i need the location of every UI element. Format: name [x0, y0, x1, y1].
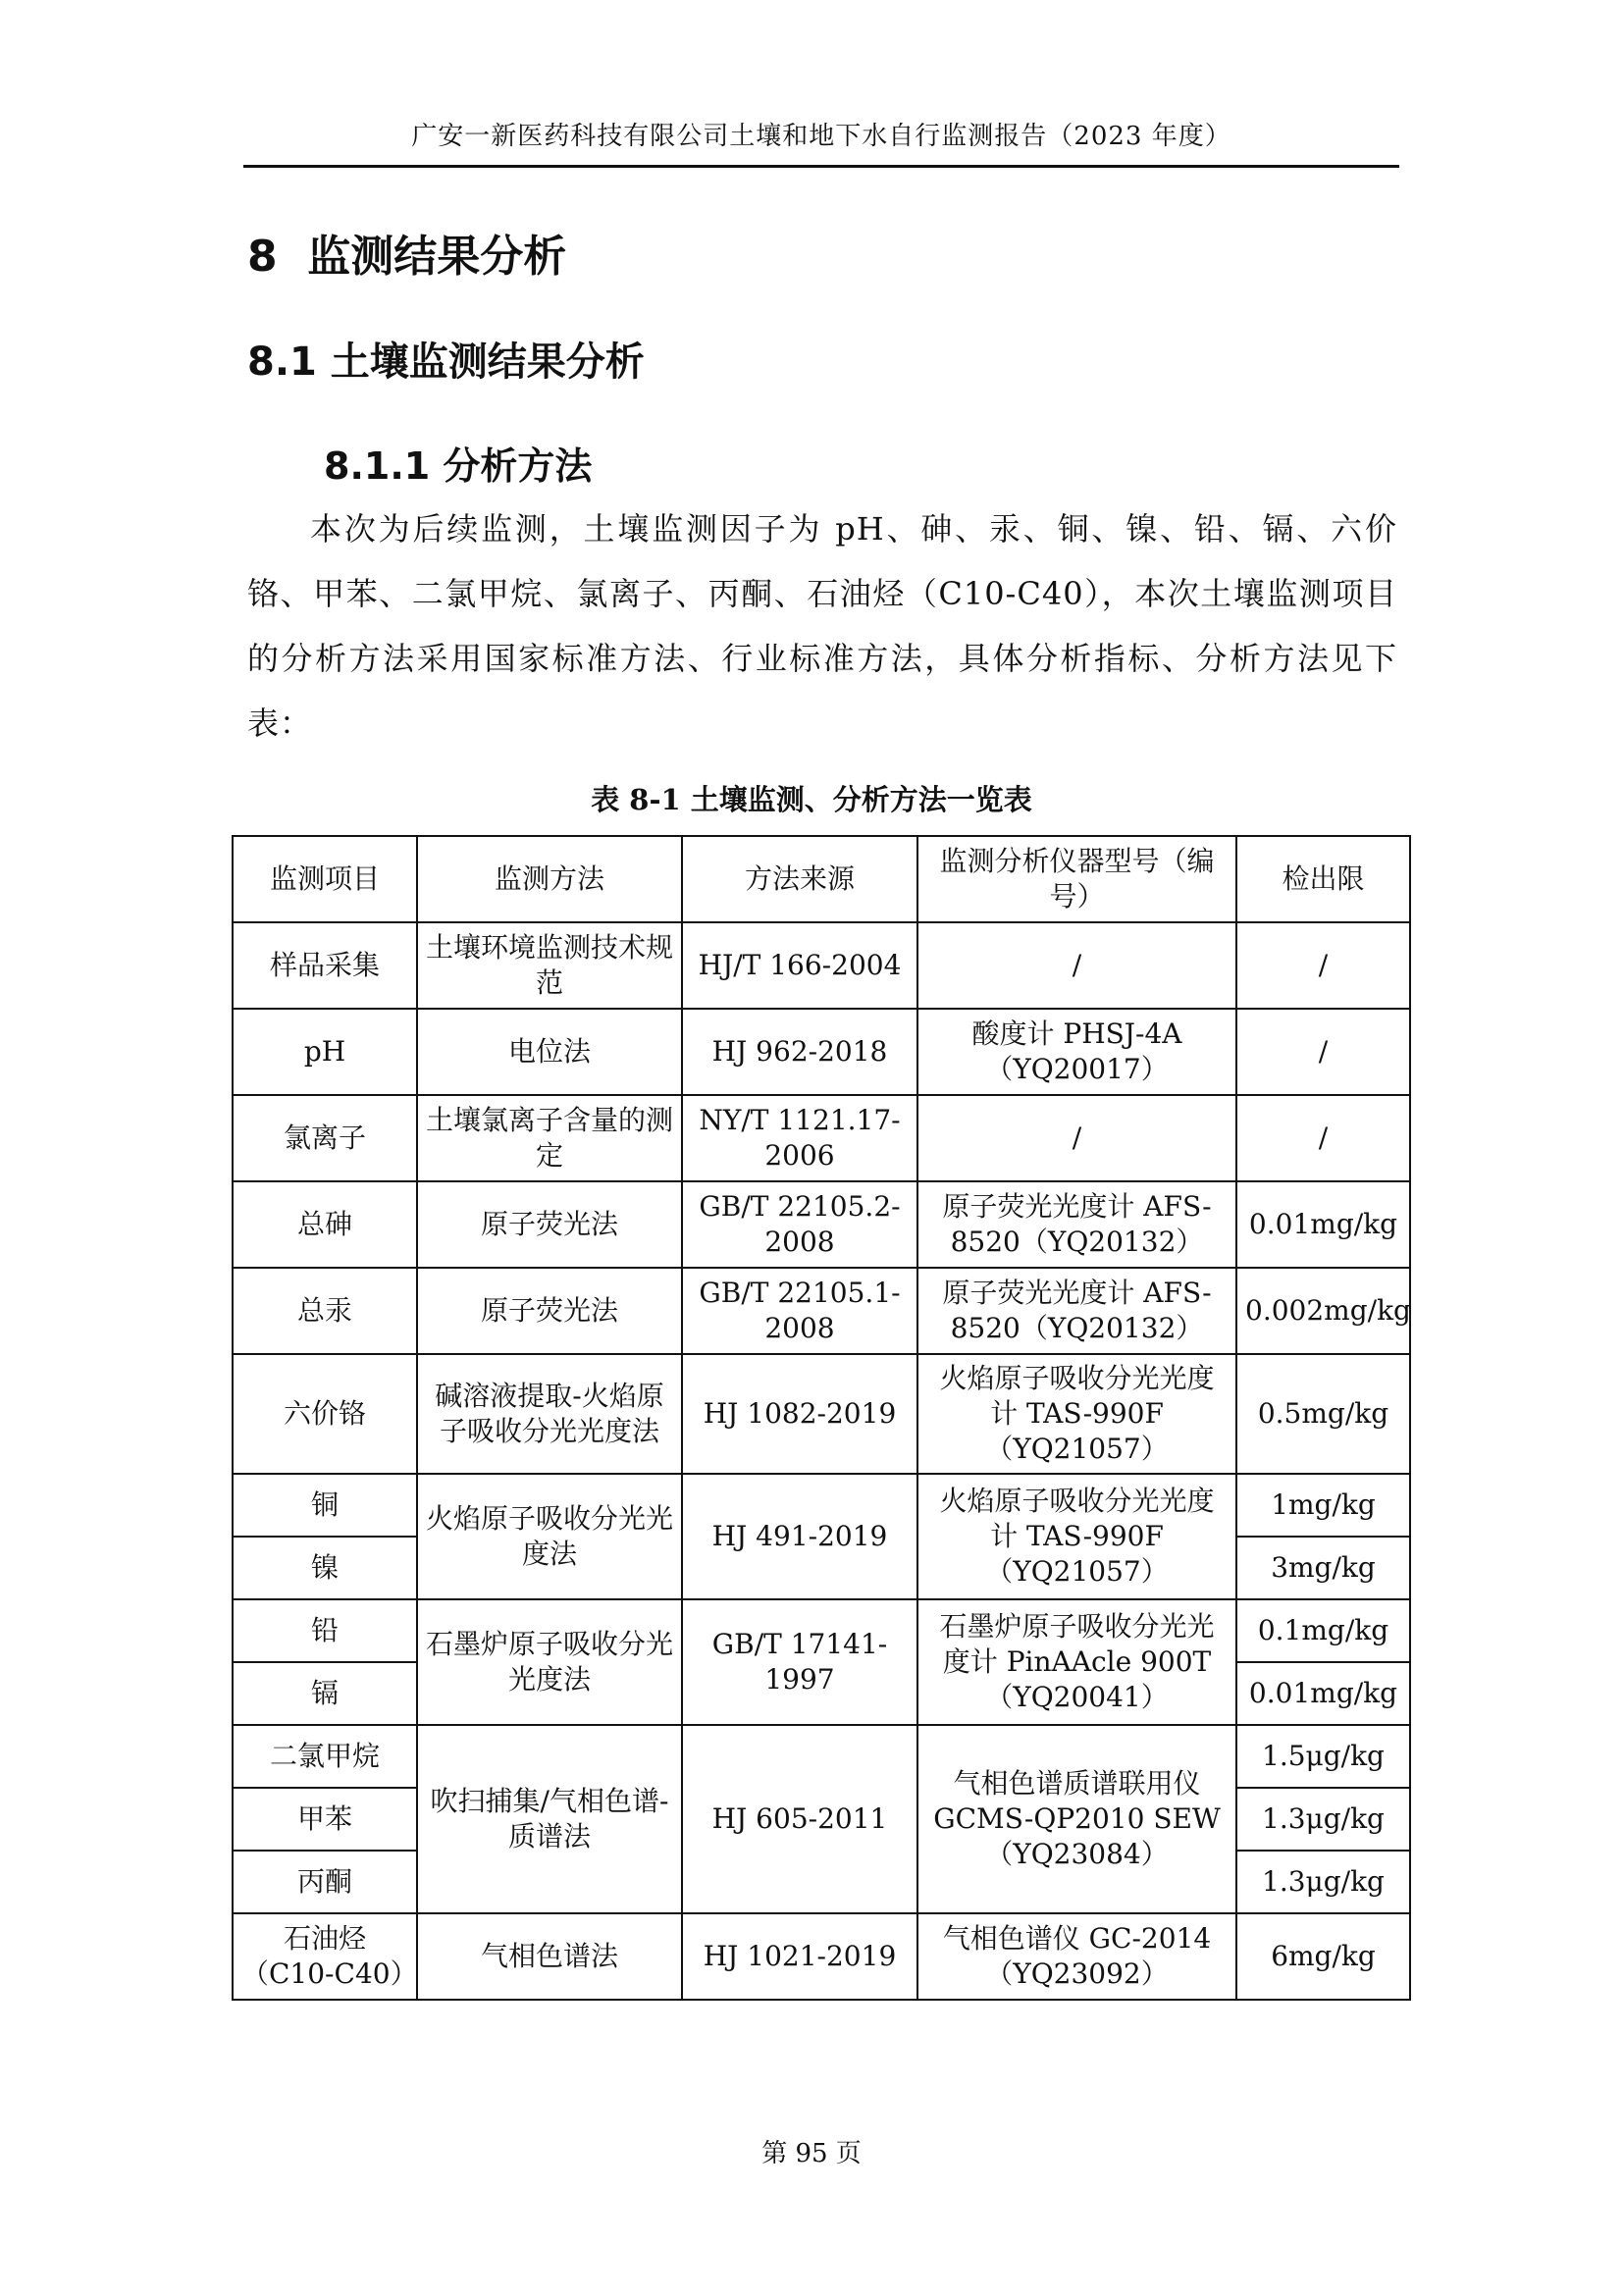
- limit-cell: 1.3μg/kg: [1236, 1851, 1410, 1913]
- source-cell: HJ 962-2018: [682, 1009, 917, 1095]
- header-cell: 监测项目: [233, 836, 417, 922]
- source-cell: GB/T 17141-1997: [682, 1599, 917, 1725]
- limit-cell: /: [1236, 1095, 1410, 1181]
- instrument-cell: 气相色谱质谱联用仪 GCMS-QP2010 SEW（YQ23084）: [917, 1725, 1236, 1913]
- section-heading: 8.1 土壤监测结果分析: [247, 339, 645, 385]
- limit-cell: 0.01mg/kg: [1236, 1662, 1410, 1725]
- method-cell: 吹扫捕集/气相色谱-质谱法: [417, 1725, 682, 1913]
- limit-cell: 6mg/kg: [1236, 1913, 1410, 2000]
- instrument-cell: 原子荧光光度计 AFS-8520（YQ20132）: [917, 1181, 1236, 1268]
- item-cell: 铅: [233, 1599, 417, 1662]
- source-cell: GB/T 22105.1-2008: [682, 1268, 917, 1354]
- limit-cell: 1mg/kg: [1236, 1474, 1410, 1537]
- table-row: [233, 1354, 1410, 1474]
- source-cell: HJ 605-2011: [682, 1725, 917, 1913]
- method-cell: 原子荧光法: [417, 1268, 682, 1354]
- item-cell: 氯离子: [233, 1095, 417, 1181]
- item-cell: 镍: [233, 1537, 417, 1599]
- item-cell: 二氯甲烷: [233, 1725, 417, 1788]
- source-cell: NY/T 1121.17-2006: [682, 1095, 917, 1181]
- limit-cell: 0.1mg/kg: [1236, 1599, 1410, 1662]
- table-row: [233, 1268, 1410, 1354]
- table-header-row: [233, 836, 1410, 922]
- item-cell: 样品采集: [233, 922, 417, 1009]
- table-row: [233, 1095, 1410, 1181]
- item-cell: 六价铬: [233, 1354, 417, 1474]
- method-cell: 电位法: [417, 1009, 682, 1095]
- method-cell: 火焰原子吸收分光光度法: [417, 1474, 682, 1599]
- limit-cell: 0.002mg/kg: [1236, 1268, 1410, 1354]
- table-caption: 表 8-1 土壤监测、分析方法一览表: [591, 783, 1032, 816]
- instrument-cell: 气相色谱仪 GC-2014（YQ23092）: [917, 1913, 1236, 2000]
- table-row: [233, 1599, 1410, 1662]
- table-row: [233, 1474, 1410, 1537]
- source-cell: HJ 1082-2019: [682, 1354, 917, 1474]
- methods-table: [232, 835, 1411, 2001]
- chapter-heading: 8 监测结果分析: [247, 232, 567, 282]
- method-cell: 碱溶液提取-火焰原子吸收分光光度法: [417, 1354, 682, 1474]
- instrument-cell: 原子荧光光度计 AFS-8520（YQ20132）: [917, 1268, 1236, 1354]
- table-row: [233, 1725, 1410, 1788]
- limit-cell: 0.01mg/kg: [1236, 1181, 1410, 1268]
- table-row: [233, 1181, 1410, 1268]
- table-row: [233, 922, 1410, 1009]
- method-cell: 土壤环境监测技术规范: [417, 922, 682, 1009]
- page-number: 第 95 页: [761, 2139, 862, 2168]
- instrument-cell: 酸度计 PHSJ-4A（YQ20017）: [917, 1009, 1236, 1095]
- source-cell: GB/T 22105.2-2008: [682, 1181, 917, 1268]
- item-cell: pH: [233, 1009, 417, 1095]
- body-paragraph: 本次为后续监测，土壤监测因子为 pH、砷、汞、铜、镍、铅、镉、六价铬、甲苯、二氯甲烷、氯离子、丙酮、石油烃（C10-C40），本次土壤监测项目的分析方法采用国家标准方法、行业标准方法，具体分析指标、分析方法见下表：: [247, 510, 1397, 742]
- limit-cell: 1.5μg/kg: [1236, 1725, 1410, 1788]
- limit-cell: 0.5mg/kg: [1236, 1354, 1410, 1474]
- instrument-cell: /: [917, 922, 1236, 1009]
- item-cell: 甲苯: [233, 1788, 417, 1851]
- header-cell: 方法来源: [682, 836, 917, 922]
- method-cell: 土壤氯离子含量的测定: [417, 1095, 682, 1181]
- header-cell: 检出限: [1236, 836, 1410, 922]
- limit-cell: 3mg/kg: [1236, 1537, 1410, 1599]
- item-cell: 总汞: [233, 1268, 417, 1354]
- instrument-cell: /: [917, 1095, 1236, 1181]
- item-cell: 铜: [233, 1474, 417, 1537]
- header-cell: 监测方法: [417, 836, 682, 922]
- table-row: [233, 1009, 1410, 1095]
- header-cell: 监测分析仪器型号（编号）: [917, 836, 1236, 922]
- subsection-heading: 8.1.1 分析方法: [324, 444, 593, 488]
- header-rule: [243, 165, 1399, 168]
- table-row: [233, 1913, 1410, 2000]
- instrument-cell: 石墨炉原子吸收分光光度计 PinAAcle 900T（YQ20041）: [917, 1599, 1236, 1725]
- limit-cell: /: [1236, 922, 1410, 1009]
- running-header: 广安一新医药科技有限公司土壤和地下水自行监测报告（2023 年度）: [411, 122, 1231, 151]
- method-cell: 原子荧光法: [417, 1181, 682, 1268]
- instrument-cell: 火焰原子吸收分光光度计 TAS-990F（YQ21057）: [917, 1354, 1236, 1474]
- source-cell: HJ 491-2019: [682, 1474, 917, 1599]
- limit-cell: /: [1236, 1009, 1410, 1095]
- item-cell: 镉: [233, 1662, 417, 1725]
- method-cell: 石墨炉原子吸收分光光度法: [417, 1599, 682, 1725]
- instrument-cell: 火焰原子吸收分光光度计 TAS-990F（YQ21057）: [917, 1474, 1236, 1599]
- source-cell: HJ 1021-2019: [682, 1913, 917, 2000]
- method-cell: 气相色谱法: [417, 1913, 682, 2000]
- item-cell: 丙酮: [233, 1851, 417, 1913]
- item-cell: 石油烃（C10-C40）: [233, 1913, 417, 2000]
- item-cell: 总砷: [233, 1181, 417, 1268]
- limit-cell: 1.3μg/kg: [1236, 1788, 1410, 1851]
- source-cell: HJ/T 166-2004: [682, 922, 917, 1009]
